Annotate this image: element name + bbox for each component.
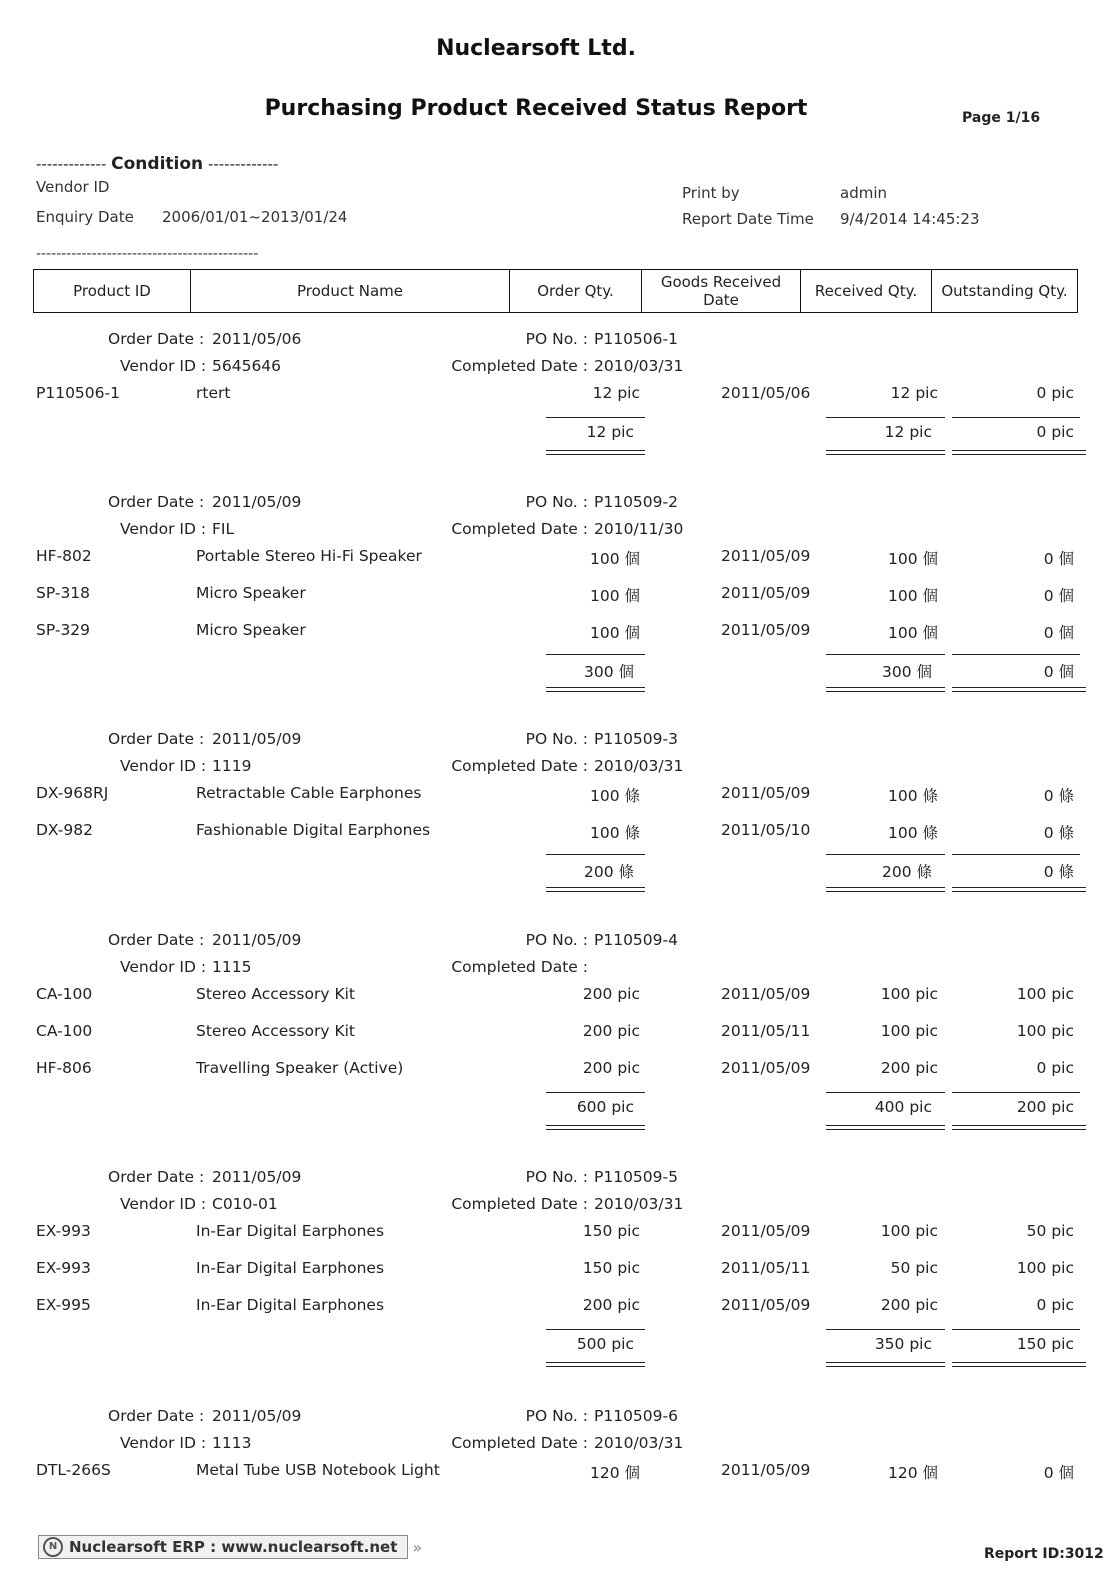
goods-received-date: 2011/05/09 — [721, 584, 811, 602]
subtotal-line — [826, 854, 945, 855]
goods-received-date: 2011/05/11 — [721, 1259, 811, 1277]
product-id: EX-993 — [36, 1259, 91, 1277]
completed-date-label: Completed Date : — [451, 1434, 588, 1452]
double-chevron-right-icon: » — [412, 1537, 423, 1557]
order-qty: 100 條 — [589, 787, 640, 805]
outstanding-qty: 100 pic — [1016, 1022, 1074, 1040]
condition-label: Condition — [111, 154, 204, 174]
completed-date-label: Completed Date : — [451, 757, 588, 775]
group-totals — [0, 1329, 1120, 1373]
subtotal-line — [546, 1092, 645, 1093]
product-id: DX-968RJ — [36, 784, 109, 802]
total-order-qty: 600 pic — [576, 1098, 634, 1116]
subtotal-line — [952, 417, 1080, 418]
table-row — [0, 621, 1120, 641]
total-double-underline — [952, 1362, 1086, 1367]
subtotal-line — [952, 654, 1080, 655]
condition-header — [36, 154, 278, 174]
product-name: Stereo Accessory Kit — [196, 1022, 355, 1040]
vendor-id-label: Vendor ID : — [120, 520, 207, 538]
goods-received-date: 2011/05/09 — [721, 985, 811, 1003]
product-id: CA-100 — [36, 1022, 93, 1040]
table-row — [0, 784, 1120, 804]
col-received-qty: Received Qty. — [801, 270, 932, 313]
condition-separator: -------------------------------------------- — [36, 246, 259, 262]
print-by-label: Print by — [682, 184, 740, 202]
vendor-id-value: 1119 — [212, 757, 252, 775]
col-outstanding-qty: Outstanding Qty. — [932, 270, 1078, 313]
product-id: DX-982 — [36, 821, 93, 839]
subtotal-line — [826, 417, 945, 418]
total-double-underline — [952, 1125, 1086, 1130]
goods-received-date: 2011/05/09 — [721, 784, 811, 802]
footer-brand-text: Nuclearsoft ERP : www.nuclearsoft.net — [69, 1538, 398, 1556]
product-name: rtert — [196, 384, 231, 402]
product-id: HF-802 — [36, 547, 92, 565]
vendor-id-value: C010-01 — [212, 1195, 278, 1213]
order-qty: 12 pic — [592, 384, 640, 402]
col-order-qty: Order Qty. — [510, 270, 642, 313]
total-order-qty: 12 pic — [586, 423, 634, 441]
table-row — [0, 1296, 1120, 1316]
column-header-row — [33, 269, 1078, 313]
total-double-underline — [826, 887, 945, 892]
group-totals — [0, 417, 1120, 461]
goods-received-date: 2011/05/09 — [721, 547, 811, 565]
po-no-label: PO No. : — [525, 330, 588, 348]
order-date-label: Order Date : — [108, 931, 205, 949]
vendor-id-label: Vendor ID : — [120, 357, 207, 375]
product-name: In-Ear Digital Earphones — [196, 1259, 385, 1277]
po-no-label: PO No. : — [525, 1168, 588, 1186]
total-double-underline — [826, 687, 945, 692]
company-name: Nuclearsoft Ltd. — [436, 36, 636, 61]
order-qty: 100 個 — [589, 624, 640, 642]
vendor-id-label: Vendor ID : — [120, 1434, 207, 1452]
received-qty: 200 pic — [880, 1059, 938, 1077]
product-name: In-Ear Digital Earphones — [196, 1222, 385, 1240]
goods-received-date: 2011/05/06 — [721, 384, 811, 402]
product-name: Fashionable Digital Earphones — [196, 821, 431, 839]
product-name: In-Ear Digital Earphones — [196, 1296, 385, 1314]
group-totals — [0, 854, 1120, 898]
subtotal-line — [952, 1329, 1080, 1330]
order-qty: 200 pic — [582, 1296, 640, 1314]
total-received-qty: 350 pic — [874, 1335, 932, 1353]
po-no-value: P110509-5 — [594, 1168, 678, 1186]
po-no-label: PO No. : — [525, 730, 588, 748]
product-name: Stereo Accessory Kit — [196, 985, 355, 1003]
completed-date-label: Completed Date : — [451, 958, 588, 976]
product-name: Micro Speaker — [196, 584, 306, 602]
po-no-value: P110509-6 — [594, 1407, 678, 1425]
outstanding-qty: 0 個 — [1043, 587, 1074, 605]
table-row — [0, 1222, 1120, 1242]
total-outstanding-qty: 0 條 — [1043, 863, 1074, 881]
outstanding-qty: 50 pic — [1026, 1222, 1074, 1240]
completed-date-label: Completed Date : — [451, 357, 588, 375]
total-received-qty: 12 pic — [884, 423, 932, 441]
order-date-label: Order Date : — [108, 730, 205, 748]
po-no-value: P110509-4 — [594, 931, 678, 949]
order-date-label: Order Date : — [108, 493, 205, 511]
col-product-id: Product ID — [34, 270, 191, 313]
total-double-underline — [546, 1362, 645, 1367]
total-double-underline — [546, 1125, 645, 1130]
total-order-qty: 200 條 — [583, 863, 634, 881]
received-qty: 12 pic — [890, 384, 938, 402]
completed-date-label: Completed Date : — [451, 1195, 588, 1213]
product-id: DTL-266S — [36, 1461, 111, 1479]
total-double-underline — [546, 450, 645, 455]
footer-brand — [38, 1534, 422, 1560]
total-double-underline — [826, 450, 945, 455]
enquiry-date-label: Enquiry Date — [36, 208, 134, 226]
total-received-qty: 300 個 — [881, 663, 932, 681]
total-order-qty: 300 個 — [583, 663, 634, 681]
order-date-label: Order Date : — [108, 330, 205, 348]
table-row — [0, 584, 1120, 604]
outstanding-qty: 0 pic — [1036, 384, 1074, 402]
received-qty: 200 pic — [880, 1296, 938, 1314]
print-by-value: admin — [840, 184, 887, 202]
report-id: Report ID:3012 — [984, 1546, 1104, 1562]
report-datetime-label: Report Date Time — [682, 210, 814, 228]
received-qty: 100 pic — [880, 985, 938, 1003]
received-qty: 100 pic — [880, 1022, 938, 1040]
enquiry-date-value: 2006/01/01~2013/01/24 — [162, 208, 348, 226]
table-row — [0, 547, 1120, 567]
total-double-underline — [546, 887, 645, 892]
product-id: SP-329 — [36, 621, 91, 639]
subtotal-line — [546, 854, 645, 855]
condition-dashes-left: ------------- — [36, 155, 107, 173]
goods-received-date: 2011/05/09 — [721, 1222, 811, 1240]
product-name: Portable Stereo Hi-Fi Speaker — [196, 547, 422, 565]
product-id: EX-993 — [36, 1222, 91, 1240]
table-row — [0, 1259, 1120, 1279]
subtotal-line — [952, 854, 1080, 855]
subtotal-line — [826, 654, 945, 655]
received-qty: 100 pic — [880, 1222, 938, 1240]
order-date-value: 2011/05/09 — [212, 931, 302, 949]
outstanding-qty: 100 pic — [1016, 985, 1074, 1003]
product-name: Metal Tube USB Notebook Light — [196, 1461, 440, 1479]
table-row — [0, 1461, 1120, 1481]
vendor-id-label: Vendor ID : — [120, 1195, 207, 1213]
vendor-id-value: 1113 — [212, 1434, 252, 1452]
received-qty: 100 條 — [887, 787, 938, 805]
order-qty: 100 個 — [589, 550, 640, 568]
subtotal-line — [826, 1329, 945, 1330]
table-row — [0, 821, 1120, 841]
goods-received-date: 2011/05/09 — [721, 1059, 811, 1077]
report-title: Purchasing Product Received Status Report — [264, 96, 808, 121]
col-product-name: Product Name — [191, 270, 510, 313]
total-double-underline — [952, 450, 1086, 455]
product-name: Retractable Cable Earphones — [196, 784, 422, 802]
received-qty: 100 個 — [887, 550, 938, 568]
outstanding-qty: 0 個 — [1043, 624, 1074, 642]
vendor-id-label: Vendor ID — [36, 178, 110, 196]
completed-date-value: 2010/03/31 — [594, 357, 684, 375]
total-order-qty: 500 pic — [576, 1335, 634, 1353]
nuclearsoft-logo-icon: N — [43, 1537, 63, 1557]
order-date-value: 2011/05/09 — [212, 730, 302, 748]
received-qty: 100 條 — [887, 824, 938, 842]
vendor-id-value: 5645646 — [212, 357, 282, 375]
order-date-value: 2011/05/06 — [212, 330, 302, 348]
received-qty: 100 個 — [887, 587, 938, 605]
completed-date-label: Completed Date : — [451, 520, 588, 538]
product-id: P110506-1 — [36, 384, 120, 402]
group-totals — [0, 654, 1120, 698]
completed-date-value: 2010/03/31 — [594, 757, 684, 775]
table-row — [0, 1059, 1120, 1079]
product-id: CA-100 — [36, 985, 93, 1003]
po-no-label: PO No. : — [525, 493, 588, 511]
po-no-label: PO No. : — [525, 1407, 588, 1425]
outstanding-qty: 0 個 — [1043, 550, 1074, 568]
order-date-value: 2011/05/09 — [212, 1168, 302, 1186]
order-qty: 200 pic — [582, 1059, 640, 1077]
order-date-label: Order Date : — [108, 1407, 205, 1425]
goods-received-date: 2011/05/09 — [721, 1296, 811, 1314]
order-date-label: Order Date : — [108, 1168, 205, 1186]
total-outstanding-qty: 0 個 — [1043, 663, 1074, 681]
po-no-value: P110506-1 — [594, 330, 678, 348]
order-qty: 100 條 — [589, 824, 640, 842]
vendor-id-label: Vendor ID : — [120, 958, 207, 976]
completed-date-value: 2010/03/31 — [594, 1434, 684, 1452]
total-received-qty: 400 pic — [874, 1098, 932, 1116]
goods-received-date: 2011/05/11 — [721, 1022, 811, 1040]
order-qty: 150 pic — [582, 1222, 640, 1240]
product-id: SP-318 — [36, 584, 91, 602]
outstanding-qty: 0 pic — [1036, 1296, 1074, 1314]
po-no-value: P110509-3 — [594, 730, 678, 748]
order-qty: 200 pic — [582, 985, 640, 1003]
table-row — [0, 1022, 1120, 1042]
received-qty: 100 個 — [887, 624, 938, 642]
product-id: EX-995 — [36, 1296, 91, 1314]
po-no-value: P110509-2 — [594, 493, 678, 511]
page-number: Page 1/16 — [962, 110, 1041, 126]
condition-dashes-right: ------------- — [207, 155, 279, 173]
vendor-id-value: FIL — [212, 520, 235, 538]
order-date-value: 2011/05/09 — [212, 1407, 302, 1425]
outstanding-qty: 0 條 — [1043, 787, 1074, 805]
total-received-qty: 200 條 — [881, 863, 932, 881]
order-qty: 150 pic — [582, 1259, 640, 1277]
subtotal-line — [546, 417, 645, 418]
product-name: Micro Speaker — [196, 621, 306, 639]
total-double-underline — [826, 1125, 945, 1130]
goods-received-date: 2011/05/09 — [721, 1461, 811, 1479]
subtotal-line — [826, 1092, 945, 1093]
product-id: HF-806 — [36, 1059, 92, 1077]
subtotal-line — [546, 654, 645, 655]
goods-received-date: 2011/05/09 — [721, 621, 811, 639]
report-datetime-value: 9/4/2014 14:45:23 — [840, 210, 980, 228]
outstanding-qty: 100 pic — [1016, 1259, 1074, 1277]
total-outstanding-qty: 0 pic — [1036, 423, 1074, 441]
table-row — [0, 384, 1120, 404]
outstanding-qty: 0 pic — [1036, 1059, 1074, 1077]
order-qty: 200 pic — [582, 1022, 640, 1040]
vendor-id-label: Vendor ID : — [120, 757, 207, 775]
col-goods-received-date: Goods Received Date — [642, 270, 801, 313]
received-qty: 50 pic — [890, 1259, 938, 1277]
order-qty: 120 個 — [589, 1464, 640, 1482]
subtotal-line — [952, 1092, 1080, 1093]
product-name: Travelling Speaker (Active) — [196, 1059, 404, 1077]
po-no-label: PO No. : — [525, 931, 588, 949]
outstanding-qty: 0 條 — [1043, 824, 1074, 842]
footer-brand-box — [38, 1535, 408, 1559]
completed-date-value: 2010/03/31 — [594, 1195, 684, 1213]
group-totals — [0, 1092, 1120, 1136]
completed-date-value: 2010/11/30 — [594, 520, 684, 538]
outstanding-qty: 0 個 — [1043, 1464, 1074, 1482]
received-qty: 120 個 — [887, 1464, 938, 1482]
total-outstanding-qty: 200 pic — [1016, 1098, 1074, 1116]
table-row — [0, 985, 1120, 1005]
total-outstanding-qty: 150 pic — [1016, 1335, 1074, 1353]
subtotal-line — [546, 1329, 645, 1330]
total-double-underline — [952, 687, 1086, 692]
total-double-underline — [546, 687, 645, 692]
total-double-underline — [952, 887, 1086, 892]
order-qty: 100 個 — [589, 587, 640, 605]
goods-received-date: 2011/05/10 — [721, 821, 811, 839]
total-double-underline — [826, 1362, 945, 1367]
order-date-value: 2011/05/09 — [212, 493, 302, 511]
vendor-id-value: 1115 — [212, 958, 252, 976]
